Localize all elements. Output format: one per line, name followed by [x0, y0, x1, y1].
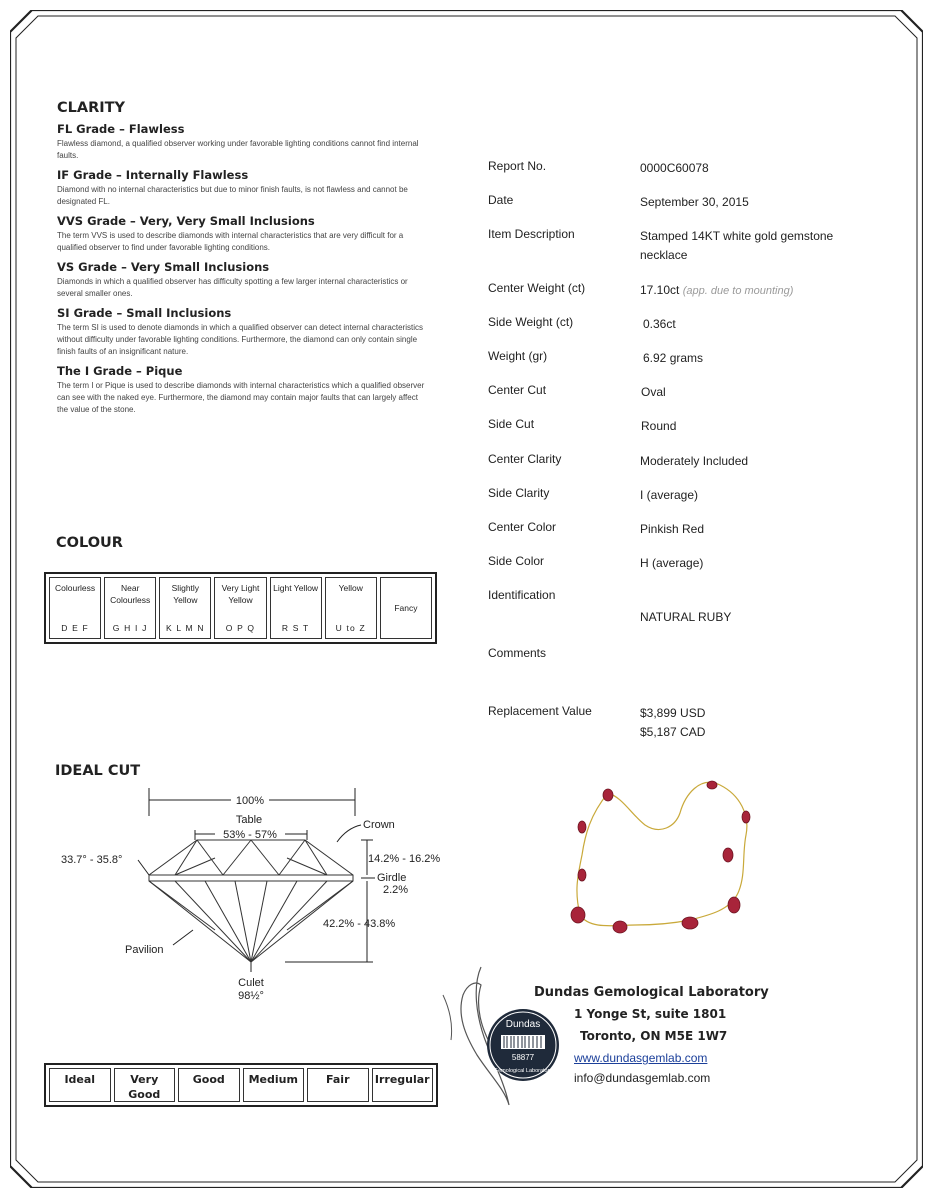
clarity-grade-heading: IF Grade – Internally Flawless: [57, 168, 249, 182]
lab-name: Dundas Gemological Laboratory: [534, 985, 769, 1000]
crown-height-label: 14.2% - 16.2%: [368, 853, 441, 865]
clarity-grade-description: Diamonds in which a qualified observer has difficulty spotting a few larger internal characteristics or several smaller ones.: [57, 277, 408, 298]
clarity-grade-si: [57, 306, 427, 358]
clarity-grade-if: [57, 168, 427, 208]
report-field-label: Side Clarity: [488, 486, 550, 500]
pavilion-label: Pavilion: [125, 944, 164, 956]
clarity-grade-description: Diamond with no internal characteristics but due to minor finish faults, is not flawless and cannot be designated FL.: [57, 185, 408, 206]
report-field-label: Center Cut: [488, 383, 547, 397]
colour-cell-name: Slightly Yellow: [171, 583, 200, 605]
clarity-section: [57, 100, 427, 416]
colour-cell-grade: K L M N: [165, 623, 205, 633]
lab-address-line2: Toronto, ON M5E 1W7: [580, 1029, 728, 1043]
clarity-grade-description: Flawless diamond, a qualified observer working under favorable lighting conditions cannot find internal faults.: [57, 139, 419, 160]
ideal-cut-title: IDEAL CUT: [55, 763, 141, 779]
colour-cell: [49, 577, 101, 639]
report-field-value: Moderately Included: [640, 454, 749, 468]
table-range-label: 53% - 57%: [223, 829, 277, 841]
colour-cell: [214, 577, 266, 639]
colour-cell-grade: D E F: [61, 623, 89, 633]
colour-cell: [325, 577, 377, 639]
report-field-label: Date: [488, 193, 514, 207]
cut-grade-cell: Very Good: [114, 1068, 176, 1102]
cut-grade-cell: Medium: [243, 1068, 305, 1102]
report-field-value: Oval: [641, 385, 666, 399]
colour-cell: [380, 577, 432, 639]
cut-grade-cell: Fair: [307, 1068, 369, 1102]
svg-text:Gemological Laboratory: Gemological Laboratory: [493, 1068, 553, 1074]
culet-value-label: 98½°: [238, 990, 264, 1002]
report-field-value: Round: [641, 419, 677, 433]
clarity-grade-vs: [57, 260, 427, 300]
lab-address-line1: 1 Yonge St, suite 1801: [574, 1007, 727, 1021]
lab-email: info@dundasgemlab.com: [574, 1071, 711, 1085]
cut-grade-table: [44, 1063, 438, 1107]
colour-cell-name: Colourless: [54, 583, 96, 593]
colour-cell: [159, 577, 211, 639]
report-field-value: I (average): [640, 488, 699, 502]
clarity-grade-heading: VVS Grade – Very, Very Small Inclusions: [57, 214, 315, 228]
report-field-label: Side Weight (ct): [488, 315, 574, 329]
clarity-grade-vvs: [57, 214, 427, 254]
report-field-label: Center Clarity: [488, 452, 562, 466]
report-field-label: Side Cut: [488, 417, 535, 431]
colour-cell-name: Light Yellow: [273, 583, 319, 593]
svg-text:Dundas: Dundas: [505, 1019, 541, 1030]
clarity-grade-heading: SI Grade – Small Inclusions: [57, 306, 232, 320]
report-field-value: NATURAL RUBY: [640, 610, 732, 624]
report-field-label: Weight (gr): [488, 349, 548, 363]
report-field-label: Identification: [488, 588, 556, 602]
colour-cell-name: Near Colourless: [110, 583, 151, 605]
colour-cell-grade: O P Q: [225, 623, 256, 633]
clarity-title: CLARITY: [57, 100, 126, 116]
lab-seal-stamp: [483, 1005, 563, 1085]
crown-label: Crown: [363, 819, 395, 831]
clarity-grade-i: [57, 364, 427, 416]
cut-grade-cell: Good: [178, 1068, 240, 1102]
clarity-grade-heading: The I Grade – Pique: [57, 364, 183, 378]
report-field-label: Center Color: [488, 520, 557, 534]
pavilion-depth-label: 42.2% - 43.8%: [323, 918, 396, 930]
colour-cell-name: Fancy: [394, 602, 418, 613]
diamond-proportions-diagram: [55, 780, 445, 1005]
report-field-value: Pinkish Red: [640, 522, 705, 536]
lab-website-link[interactable]: www.dundasgemlab.com: [574, 1051, 708, 1065]
cut-grade-cell: Irregular: [372, 1068, 434, 1102]
report-field-label: Center Weight (ct): [488, 281, 586, 295]
report-field-note: (app. due to mounting): [682, 285, 794, 297]
report-field-label: Report No.: [488, 159, 547, 173]
report-field-value: 0.36ct: [643, 317, 676, 331]
table-label: Table: [235, 814, 263, 826]
culet-label: Culet: [238, 977, 264, 989]
report-field-label: Side Color: [488, 554, 545, 568]
clarity-grade-heading: FL Grade – Flawless: [57, 122, 185, 136]
girdle-value-label: 2.2%: [383, 884, 409, 896]
report-field-label: Item Description: [488, 227, 575, 241]
colour-cell-name: Very Light Yellow: [221, 583, 260, 605]
cut-grade-cell: Ideal: [49, 1068, 111, 1102]
colour-cell: [270, 577, 322, 639]
report-field-value: 6.92 grams: [643, 351, 704, 365]
report-field-label: Replacement Value: [488, 704, 592, 718]
total-width-label: 100%: [235, 795, 265, 807]
girdle-label: Girdle: [377, 872, 407, 884]
report-field-value: H (average): [640, 556, 704, 570]
svg-text:58877: 58877: [511, 1053, 535, 1062]
report-field-value: 0000C60078: [640, 161, 709, 175]
colour-cell-name: Yellow: [338, 583, 363, 593]
colour-cell-grade: R S T: [281, 623, 310, 633]
report-field-value-secondary: $5,187 CAD: [640, 725, 706, 739]
lab-contact-block: [478, 980, 778, 1090]
report-field-value: Stamped 14KT white gold gemstone necklace: [640, 229, 834, 262]
colour-cell-grade: G H I J: [112, 623, 148, 633]
clarity-grade-description: The term I or Pique is used to describe diamonds with internal characteristics which a qualified observer can see with the naked eye. Furthermore, the diamond may contain major faults that can largely affect the value of the stone.: [57, 381, 425, 414]
clarity-grade-description: The term VVS is used to describe diamonds with internal characteristics that are very difficult for a qualified observer to find under favorable lighting conditions.: [57, 231, 404, 252]
necklace-photo: [560, 775, 775, 940]
colour-title: COLOUR: [56, 535, 123, 551]
report-field-label: Comments: [488, 646, 547, 660]
colour-scale-table: [44, 572, 437, 644]
colour-cell-grade: U to Z: [335, 623, 366, 633]
report-field-value: 17.10ct: [640, 283, 680, 297]
report-field-value: September 30, 2015: [640, 195, 749, 209]
clarity-grade-fl: [57, 122, 427, 162]
crown-angle-label: 33.7° - 35.8°: [61, 854, 123, 866]
clarity-grade-heading: VS Grade – Very Small Inclusions: [57, 260, 270, 274]
report-field-value: $3,899 USD: [640, 706, 706, 720]
clarity-grade-description: The term SI is used to denote diamonds in which a qualified observer can detect internal characteristics without difficulty under favorable lighting conditions. Furthermore, the diamond can only contain single finish faults of an insignificant nature.: [57, 323, 423, 356]
colour-cell: [104, 577, 156, 639]
